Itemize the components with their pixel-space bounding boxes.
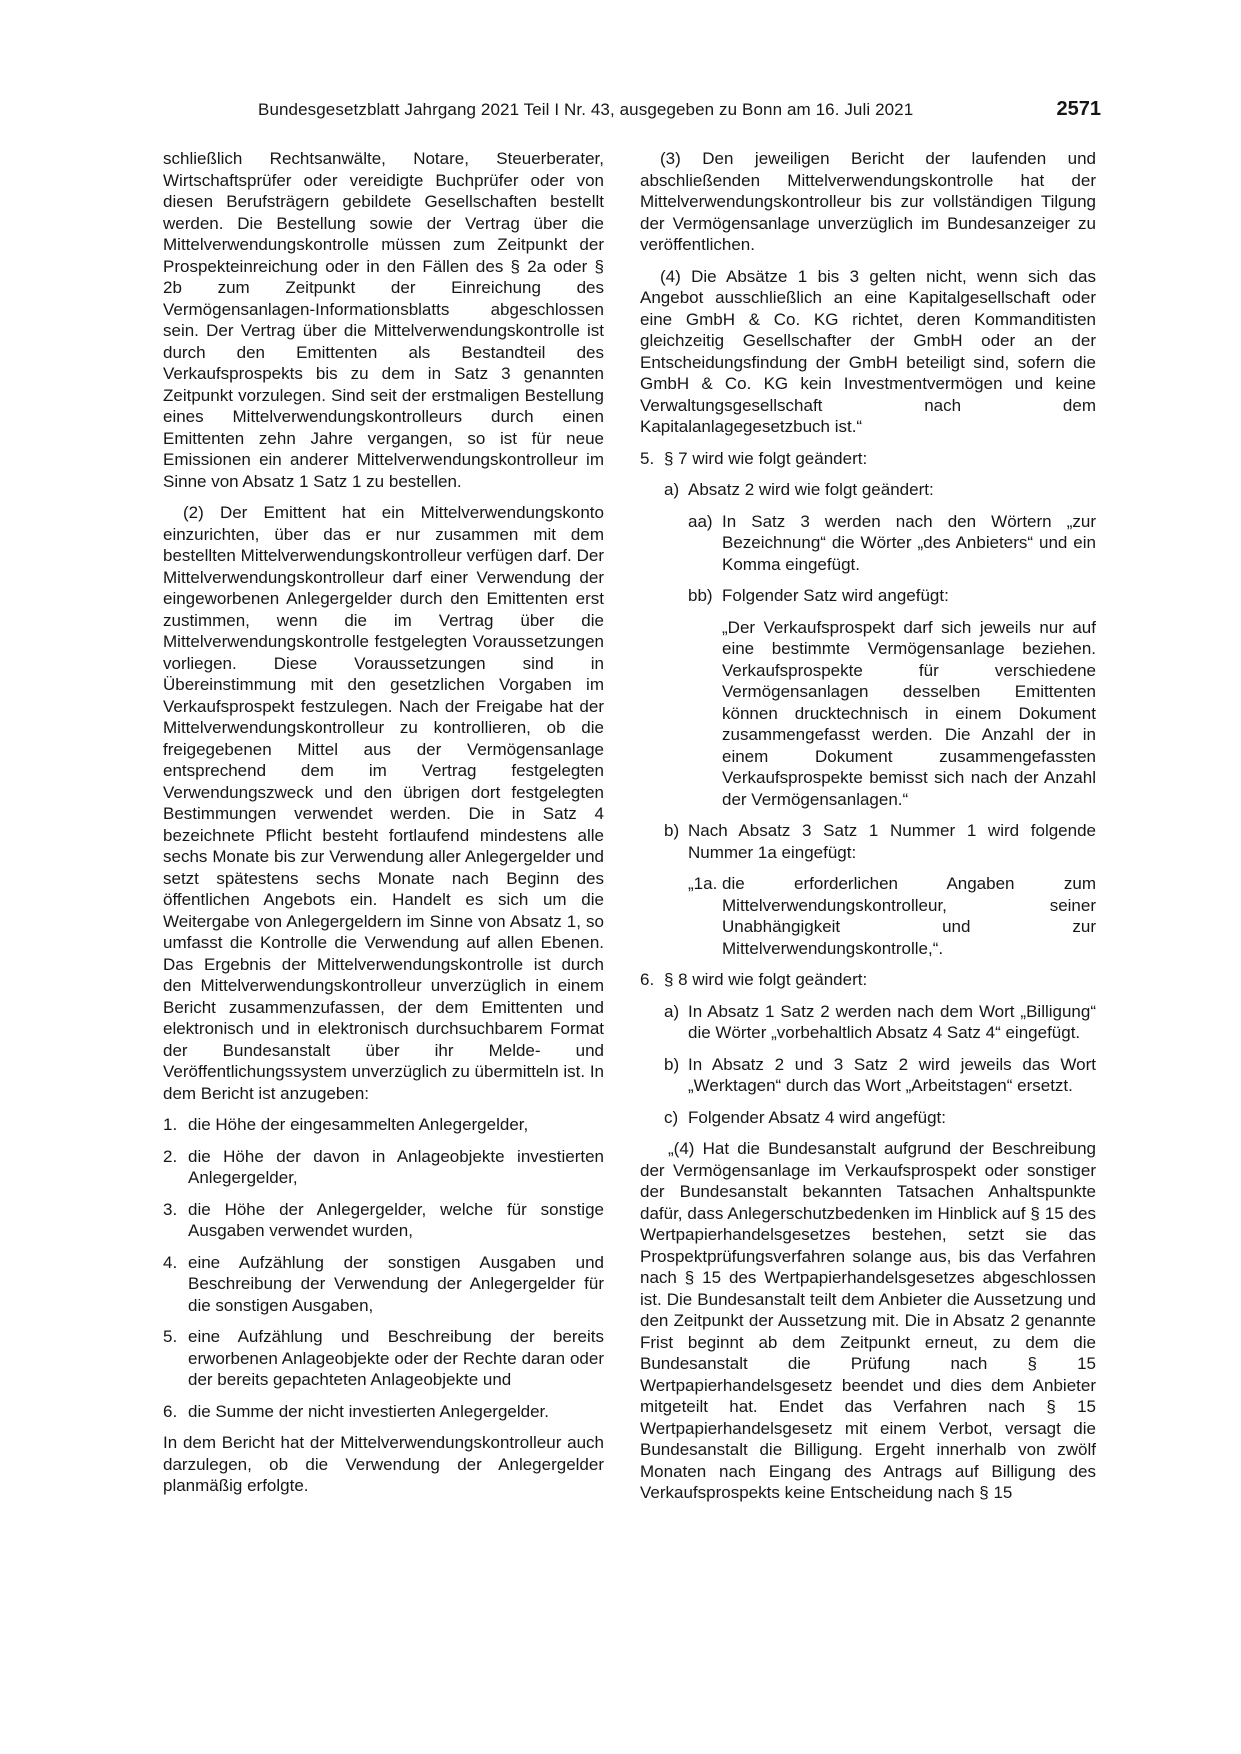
amendment-item-5a: [664, 479, 1096, 501]
list-text: die Höhe der Anlegergelder, welche für sonstige Ausgaben verwendet wurden,: [188, 1199, 604, 1240]
paragraph-2: (2) Der Emittent hat ein Mittelverwendungskonto einzurichten, über das er nur zusammen mit dem bestellten Mittelverwendungskontrolleur verfügen darf. Der Mittelverwendungskontrolleur darf einer Verwendung der eingeworbenen Anlegergelder durch den Emittenten erst zustimmen, wenn die im Vertrag über die Mittelverwendungskontrolle festgelegten Voraussetzungen vorliegen. Diese Voraussetzungen sind in Übereinstimmung mit den gesetzlichen Vorgaben im Verkaufsprospekt festzulegen. Nach der Freigabe hat der Mittelverwendungskontrolleur zu kontrollieren, ob die freigegebenen Mittel aus der Vermögensanlage entsprechend dem im Vertrag festgelegten Verwendungszweck und den übrigen dort festgelegten Bestimmungen verwendet werden. Die in Satz 4 bezeichnete Pflicht besteht fortlaufend mindestens alle sechs Monate bis zur Verwendung aller Anlegergelder und setzt spätestens sechs Monate nach Beginn des öffentlichen Angebots ein. Handelt es sich um die Weitergabe von Anlegergeldern im Sinne von Absatz 1, so umfasst die Kontrolle die Verwendung auf allen Ebenen. Das Ergebnis der Mittelverwendungskontrolle ist durch den Mittelverwendungskontrolleur unverzüglich in einem Bericht zusammenzufassen, der dem Emittenten und elektronisch und in elektronisch durchsuchbarem Format der Bundesanstalt über ihr Melde- und Veröffentlichungssystem unverzüglich zu übermitteln ist. In dem Bericht ist anzugeben:: [163, 503, 604, 1103]
list-number: 4.: [163, 1252, 178, 1272]
list-number: 1.: [163, 1115, 178, 1134]
paragraph-abs4: (4) Die Absätze 1 bis 3 gelten nicht, wenn sich das Angebot ausschließlich an eine Kapitalgesellschaft oder eine GmbH & Co. KG richtet, deren Kommanditisten gleichzeitig Gesellschafter der GmbH oder an der Entscheidungsfindung der GmbH beteiligt sind, sofern die GmbH & Co. KG kein Investmentvermögen und keine Verwaltungsgesellschaft nach dem Kapitalanlagegesetzbuch ist.“: [640, 266, 1096, 436]
item-letter: a): [664, 1001, 680, 1021]
item-text: Folgender Satz wird angefügt:: [722, 586, 949, 605]
item-text: Absatz 2 wird wie folgt geändert:: [688, 480, 934, 499]
list-item: [163, 1199, 604, 1242]
item-letter: aa): [688, 511, 713, 531]
paragraph: schließlich Rechtsanwälte, Notare, Steuerberater, Wirtschaftsprüfer oder vereidigte Buchprüfer oder von diesen Berufsträgern gebildete Gesellschaften bestellt werden. Die Bestellung sowie der Vertrag über die Mittelverwendungskontrolle müssen zum Zeitpunkt der Prospekteinreichung oder in den Fällen des § 2a oder § 2b zum Zeitpunkt der Einreichung des Vermögensanlagen-Informationsblatts abgeschlossen sein. Der Vertrag über die Mittelverwendungskontrolle ist durch den Emittenten als Bestandteil des Verkaufsprospekts bis zu dem in Satz 3 genannten Zeitpunkt vorzulegen. Sind seit der erstmaligen Bestellung eines Mittelverwendungskontrolleurs durch einen Emittenten zehn Jahre vergangen, so ist für neue Emissionen ein anderer Mittelverwendungskontrolleur im Sinne von Absatz 1 Satz 1 zu bestellen.: [163, 149, 604, 491]
item-text: Folgender Absatz 4 wird angefügt:: [688, 1107, 946, 1127]
amendment-item-5b: [664, 820, 1096, 863]
amendment-item-6c: [664, 1107, 1096, 1129]
amendment-item-5a-aa: [688, 511, 1096, 576]
list-item: [163, 1326, 604, 1391]
item-text: Nach Absatz 3 Satz 1 Nummer 1 wird folgende Nummer 1a eingefügt:: [688, 821, 1096, 862]
quoted-sentence: [722, 617, 1096, 811]
item-letter: b): [664, 1054, 680, 1074]
amendment-item-5: [640, 448, 1096, 470]
list-item: [163, 1401, 604, 1423]
list-item: [163, 1252, 604, 1317]
list-text: die Höhe der eingesammelten Anlegergelder,: [188, 1115, 529, 1134]
page-number: 2571: [1056, 98, 1101, 120]
list-number: 5.: [163, 1327, 178, 1346]
item-text: § 8 wird wie folgt geändert:: [664, 970, 868, 989]
list-number: 3.: [163, 1199, 178, 1219]
item-letter: b): [664, 821, 680, 840]
paragraph-3: In dem Bericht hat der Mittelverwendungskontrolleur auch darzulegen, ob die Verwendung der Anlegergelder planmäßig erfolgte.: [163, 1433, 604, 1495]
item-number: 6.: [640, 970, 655, 989]
list-item: [163, 1114, 604, 1136]
item-number: „1a.: [688, 874, 718, 893]
quote-text: „Der Verkaufsprospekt darf sich jeweils nur auf eine bestimmte Vermögensanlage beziehen. Verkaufsprospekte für verschiedene Vermögensanlagen desselben Emittenten können drucktechnisch in einem Dokument zusammengefasst werden. Die Anzahl der in einem Dokument zusammengefassten Verkaufsprospekte bemisst sich nach der Anzahl der Vermögensanlagen.“: [722, 617, 1096, 809]
list-text: eine Aufzählung der sonstigen Ausgaben und Beschreibung der Verwendung der Anlegergelder für die sonstigen Ausgaben,: [188, 1252, 604, 1315]
item-letter: bb): [688, 586, 713, 605]
page-header: [0, 100, 1241, 128]
list-item: [163, 1146, 604, 1189]
list-text: die Summe der nicht investierten Anlegergelder.: [188, 1401, 549, 1421]
quoted-paragraph-4: „(4) Hat die Bundesanstalt aufgrund der Beschreibung der Vermögensanlage im Verkaufsprospekt oder sonstiger der Bundesanstalt bekannten Tatsachen Anhaltspunkte dafür, dass Anlegerschutzbedenken im Hinblick auf § 15 des Wertpapierhandelsgesetzes bestehen, setzt sie das Prospektprüfungsverfahren solange aus, bis das Verfahren nach § 15 des Wertpapierhandelsgesetzes abgeschlossen ist. Die Bundesanstalt teilt dem Anbieter die Aussetzung und den Zeitpunkt der Aussetzung mit. Die in Absatz 2 genannte Frist beginnt ab dem Zeitpunkt erneut, zu dem die Bundesanstalt die Prüfung nach § 15 Wertpapierhandelsgesetz beendet und dies dem Anbieter mitgeteilt hat. Endet das Verfahren nach § 15 Wertpapierhandelsgesetz mit einem Verbot, versagt die Bundesanstalt die Billigung. Ergeht innerhalb von zwölf Monaten nach Eingang des Antrags auf Billigung des Verkaufsprospekts keine Entscheidung nach § 15: [640, 1139, 1096, 1502]
item-text: In Satz 3 werden nach den Wörtern „zur Bezeichnung“ die Wörter „des Anbieters“ und ein Komma eingefügt.: [722, 511, 1096, 574]
amendment-item-6a: [664, 1001, 1096, 1044]
paragraph-abs3: (3) Den jeweiligen Bericht der laufenden und abschließenden Mittelverwendungskontrolle hat der Mittelverwendungskontrolleur bis zur vollständigen Tilgung der Vermögensanlage unverzüglich im Bundesanzeiger zu veröffentlichen.: [640, 149, 1096, 254]
amendment-item-6b: [664, 1054, 1096, 1097]
right-column: [640, 148, 1096, 1504]
item-letter: a): [664, 480, 680, 499]
list-number: 6.: [163, 1401, 178, 1421]
item-text: § 7 wird wie folgt geändert:: [664, 448, 868, 468]
amendment-item-6: [640, 969, 1096, 991]
gazette-title: Bundesgesetzblatt Jahrgang 2021 Teil I Nr. 43, ausgegeben zu Bonn am 16. Juli 2021: [258, 100, 914, 119]
item-letter: c): [664, 1107, 679, 1127]
list-text: eine Aufzählung und Beschreibung der bereits erworbenen Anlageobjekte oder der Rechte daran oder der bereits gepachteten Anlageobjekte und: [188, 1327, 604, 1389]
item-text: In Absatz 2 und 3 Satz 2 wird jeweils das Wort „Werktagen“ durch das Wort „Arbeitstagen“ ersetzt.: [688, 1054, 1096, 1095]
list-number: 2.: [163, 1146, 178, 1166]
item-text: die erforderlichen Angaben zum Mittelverwendungskontrolleur, seiner Unabhängigkeit und zur Mittelverwendungskontrolle,“.: [722, 874, 1096, 958]
quoted-number-1a: [688, 873, 1096, 959]
item-number: 5.: [640, 448, 655, 468]
left-column: [163, 148, 604, 1497]
item-text: In Absatz 1 Satz 2 werden nach dem Wort „Billigung“ die Wörter „vorbehaltlich Absatz 4 Satz 4“ eingefügt.: [688, 1001, 1096, 1042]
list-text: die Höhe der davon in Anlageobjekte investierten Anlegergelder,: [188, 1146, 604, 1187]
amendment-item-5a-bb: [688, 585, 1096, 607]
